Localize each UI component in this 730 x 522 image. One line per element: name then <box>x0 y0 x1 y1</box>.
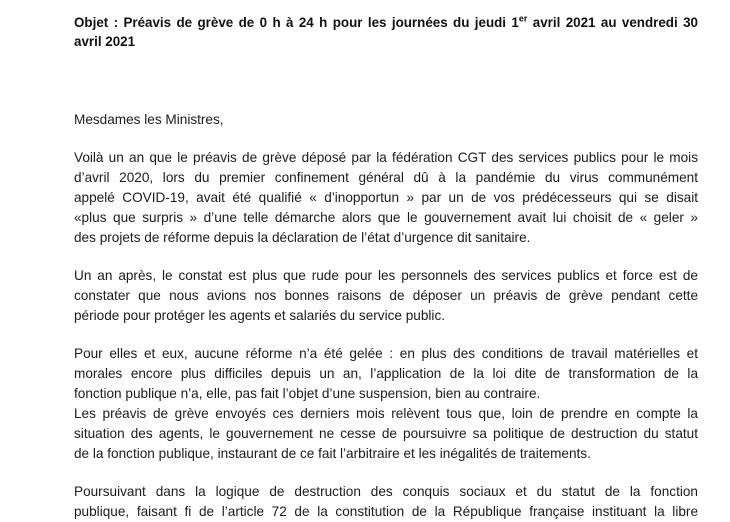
paragraph-line: publique, faisant fi de l’article 72 de la constitution de la République française instituant la libre <box>74 504 698 519</box>
salutation: Mesdames les Ministres, <box>74 112 224 127</box>
paragraph-4 <box>74 404 698 464</box>
paragraph-line: appelé COVID-19, avait été qualifié « d’inopportun » par un de vos prédécesseurs qui se disait <box>74 190 698 205</box>
paragraph-line: Poursuivant dans la logique de destruction des conquis sociaux et du statut de la fonction <box>74 484 698 499</box>
paragraph-1 <box>74 148 698 248</box>
paragraph-line: Voilà un an que le préavis de grève déposé par la fédération CGT des services publics pour le mois <box>74 150 698 165</box>
paragraph-line: Pour elles et eux, aucune réforme n’a été gelée : en plus des conditions de travail matérielles et <box>74 346 698 361</box>
subject-line-2: avril 2021 <box>74 34 136 49</box>
letter-subject <box>74 13 698 51</box>
subject-superscript: er <box>518 13 528 24</box>
subject-line-1 <box>74 13 698 32</box>
paragraph-line: fonction publique n’a, elle, pas fait l’objet d’une suspension, bien au contraire. <box>74 386 541 401</box>
paragraph-line: Un an après, le constat est plus que rude pour les personnels des services publics et force est de <box>74 268 698 283</box>
paragraph-line: de la fonction publique, instaurant de ce fait l’arbitraire et les inégalités de traitements. <box>74 446 591 461</box>
subject-text: Objet : Préavis de grève de 0 h à 24 h pour les journées du jeudi 1 <box>74 15 519 30</box>
paragraph-line: situation des agents, le gouvernement ne cesse de poursuivre sa politique de destruction du statut <box>74 426 698 441</box>
paragraph-line: morales encore plus difficiles depuis un an, l’application de la loi dite de transformation de la <box>74 366 698 381</box>
paragraph-line: constater que nous avions nos bonnes raisons de déposer un préavis de grève pendant cette <box>74 288 698 303</box>
subject-text-end: avril 2021 au vendredi 30 <box>527 15 698 30</box>
paragraph-2 <box>74 266 698 326</box>
paragraph-3 <box>74 344 698 404</box>
paragraph-line: Les préavis de grève envoyés ces derniers mois relèvent tous que, loin de prendre en compte la <box>74 406 698 421</box>
paragraph-line: «plus que surpris » d’une telle démarche alors que le gouvernement avait lui choisit de « geler » <box>74 210 698 225</box>
paragraph-line: des projets de réforme depuis la déclaration de l’état d’urgence dit sanitaire. <box>74 230 531 245</box>
paragraph-5 <box>74 482 698 522</box>
paragraph-line: période pour protéger les agents et salariés du service public. <box>74 308 446 323</box>
paragraph-line: d’avril 2020, lors du premier confinement général dû à la pandémie du virus communément <box>74 170 698 185</box>
